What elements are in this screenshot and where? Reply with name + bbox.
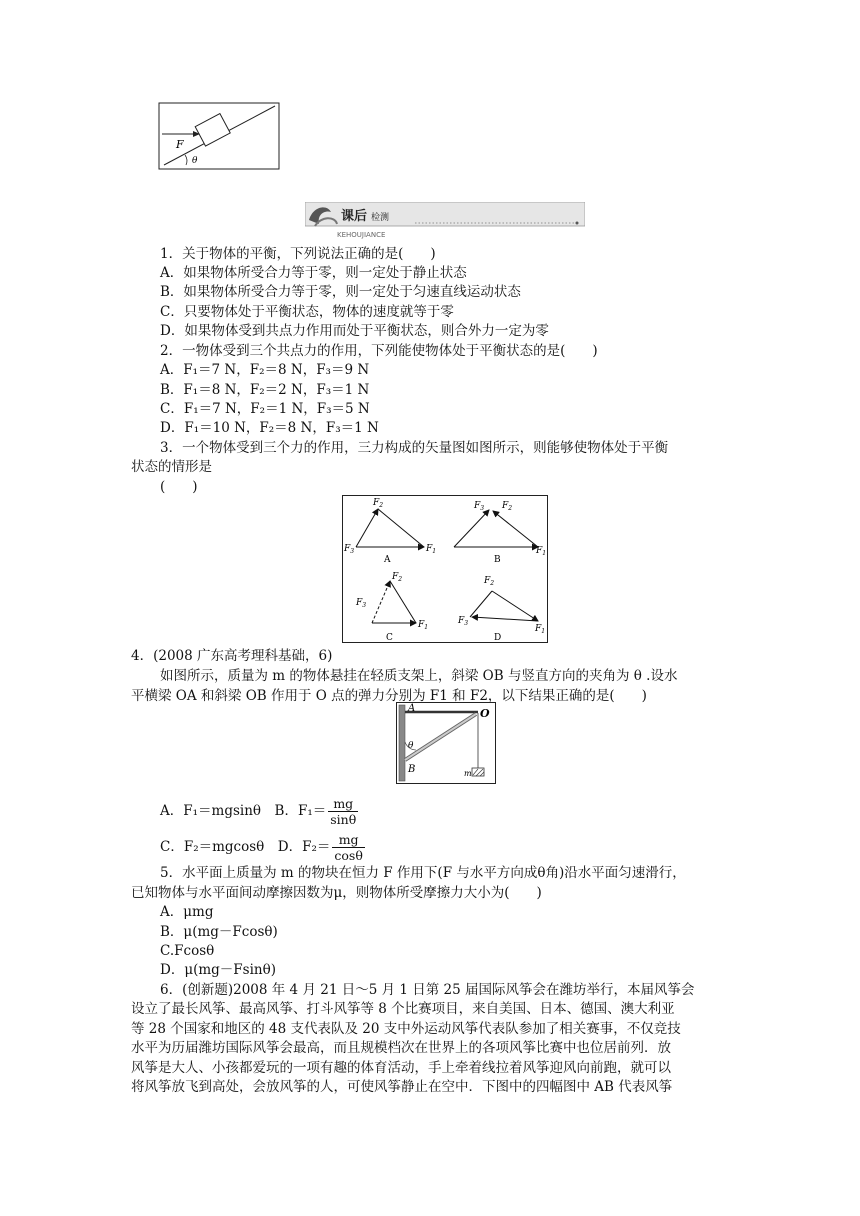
banner-subtitle: 检测 [371,213,390,223]
q1-option-b: B．如果物体所受合力等于零，则一定处于匀速直线运动状态 [160,284,521,300]
bracket-figure [396,702,496,784]
q4-line2: 平横梁 OA 和斜梁 OB 作用于 O 点的弹力分别为 F1 和 F2，以下结果正确的是( ) [131,688,647,704]
banner-pinyin: KEHOUJIANCE [337,231,386,239]
svg-text:F3: $F_3$ [458,616,469,627]
incline-figure [158,102,280,170]
svg-text:θ: θ [408,741,414,751]
q5-line1: 5．水平面上质量为 m 的物块在恒力 F 作用下(F 与水平方向成θ角)沿水平面匀速滑行， [160,865,686,881]
triangle-d-f3 [470,591,492,617]
triangle-a-f2 [356,509,378,547]
q6-line2: 设立了最长风筝、最高风筝、打斗风筝等 8 个比赛项目，来自美国、日本、德国、澳大利亚 [131,1001,675,1017]
q6-line4: 水平为历届潍坊国际风筝会最高，而且规模档次在世界上的各项风筝比赛中也位居前列．放 [131,1040,671,1056]
q1-option-a: A．如果物体所受合力等于零，则一定处于静止状态 [160,265,467,281]
q2-option-d: D．F₁＝10 N，F₂＝8 N，F₃＝1 N [160,420,379,436]
svg-text:F1: $F_1$ [418,620,429,631]
triangle-a-f1 [378,509,424,547]
q4-options-ab: A．F₁＝mgsinθ B．F₁＝ $\frac{mg}{\sin\theta}$ [160,796,357,827]
svg-text:F2: $F_2$ [502,501,513,512]
q6-line5: 风筝是大人、小孩都爱玩的一项有趣的体育活动，手上牵着线拉着风筝迎风向前跑，就可以 [131,1060,671,1076]
svg-text:F3: $F_3$ [356,598,367,609]
q2-option-c: C．F₁＝7 N，F₂＝1 N，F₃＝5 N [160,401,370,417]
q4-line1: 如图所示，质量为 m 的物体悬挂在轻质支架上，斜梁 OB 与竖直方向的夹角为 θ .设水 [160,668,678,684]
svg-text:B: B [408,764,416,775]
svg-text:F1: $F_1$ [426,544,437,555]
triangle-b-label: B [494,555,501,565]
svg-text:F2: $F_2$ [373,498,384,509]
q1-option-c: C．只要物体处于平衡状态，物体的速度就等于零 [160,304,454,320]
q5-option-b: B．μ(mg－Fcosθ) [160,924,278,940]
q4-options-cd: C．F₂＝mgcosθ D．F₂＝ $\frac{mg}{\cos\theta}$ [160,832,363,863]
q6-line3: 等 28 个国家和地区的 48 支代表队及 20 支中外运动风筝代表队参加了相关赛事，不仅竞技 [131,1021,681,1037]
svg-text:F2: $F_2$ [484,576,495,587]
force-triangle-figure [342,495,548,643]
svg-text:F3: $F_3$ [474,501,485,512]
triangle-c-label: C [386,633,393,643]
q3-stem-line2: 状态的情形是 [131,459,212,475]
q2-option-b: B．F₁＝8 N，F₂＝2 N，F₃＝1 N [160,382,370,398]
triangle-d-f2 [492,591,538,621]
angle-label: θ [192,156,198,166]
q1-option-d: D．如果物体受到共点力作用而处于平衡状态，则合外力一定为零 [160,323,549,339]
q3-blank: ( ) [160,479,198,495]
q1-stem: 1．关于物体的平衡，下列说法正确的是( ) [160,246,436,262]
triangle-b-f3 [454,510,489,547]
triangle-d-f1 [472,617,538,621]
force-label: F [176,138,184,151]
q5-option-d: D．μ(mg－Fsinθ) [160,962,277,978]
q5-line2: 已知物体与水平面间动摩擦因数为μ，则物体所受摩擦力大小为( ) [131,885,542,901]
banner-title: 课后 [341,209,368,224]
triangle-a-label: A [384,555,391,565]
q2-stem: 2．一物体受到三个共点力的作用，下列能使物体处于平衡状态的是( ) [160,343,598,359]
q5-option-c: C.Fcosθ [160,943,215,959]
svg-text:F2: $F_2$ [392,572,403,583]
triangle-d-label: D [494,633,502,643]
svg-text:O: O [480,707,490,720]
q4-source: 4．(2008 广东高考理科基础，6) [131,648,333,664]
q6-line6: 将风筝放飞到高处，会放风筝的人，可使风筝静止在空中．下图中的四幅图中 AB 代表风筝 [131,1079,673,1095]
triangle-b-f2 [493,511,538,547]
triangle-c-f3 [372,581,390,623]
q5-option-a: A．μmg [160,904,214,920]
svg-text:m: m [464,769,472,778]
svg-text:F1: $F_1$ [536,546,547,557]
svg-text:A: A [408,703,416,714]
svg-text:F3: $F_3$ [344,544,355,555]
q3-stem-line1: 3．一个物体受到三个力的作用，三力构成的矢量图如图所示，则能够使物体处于平衡 [160,440,669,456]
section-banner [305,202,585,240]
q2-option-a: A．F₁＝7 N，F₂＝8 N，F₃＝9 N [160,362,370,378]
svg-text:F1: $F_1$ [535,624,546,635]
q6-line1: 6．(创新题)2008 年 4 月 21 日～5 月 1 日第 25 届国际风筝会在潍坊举行，本届风筝会 [160,982,695,998]
